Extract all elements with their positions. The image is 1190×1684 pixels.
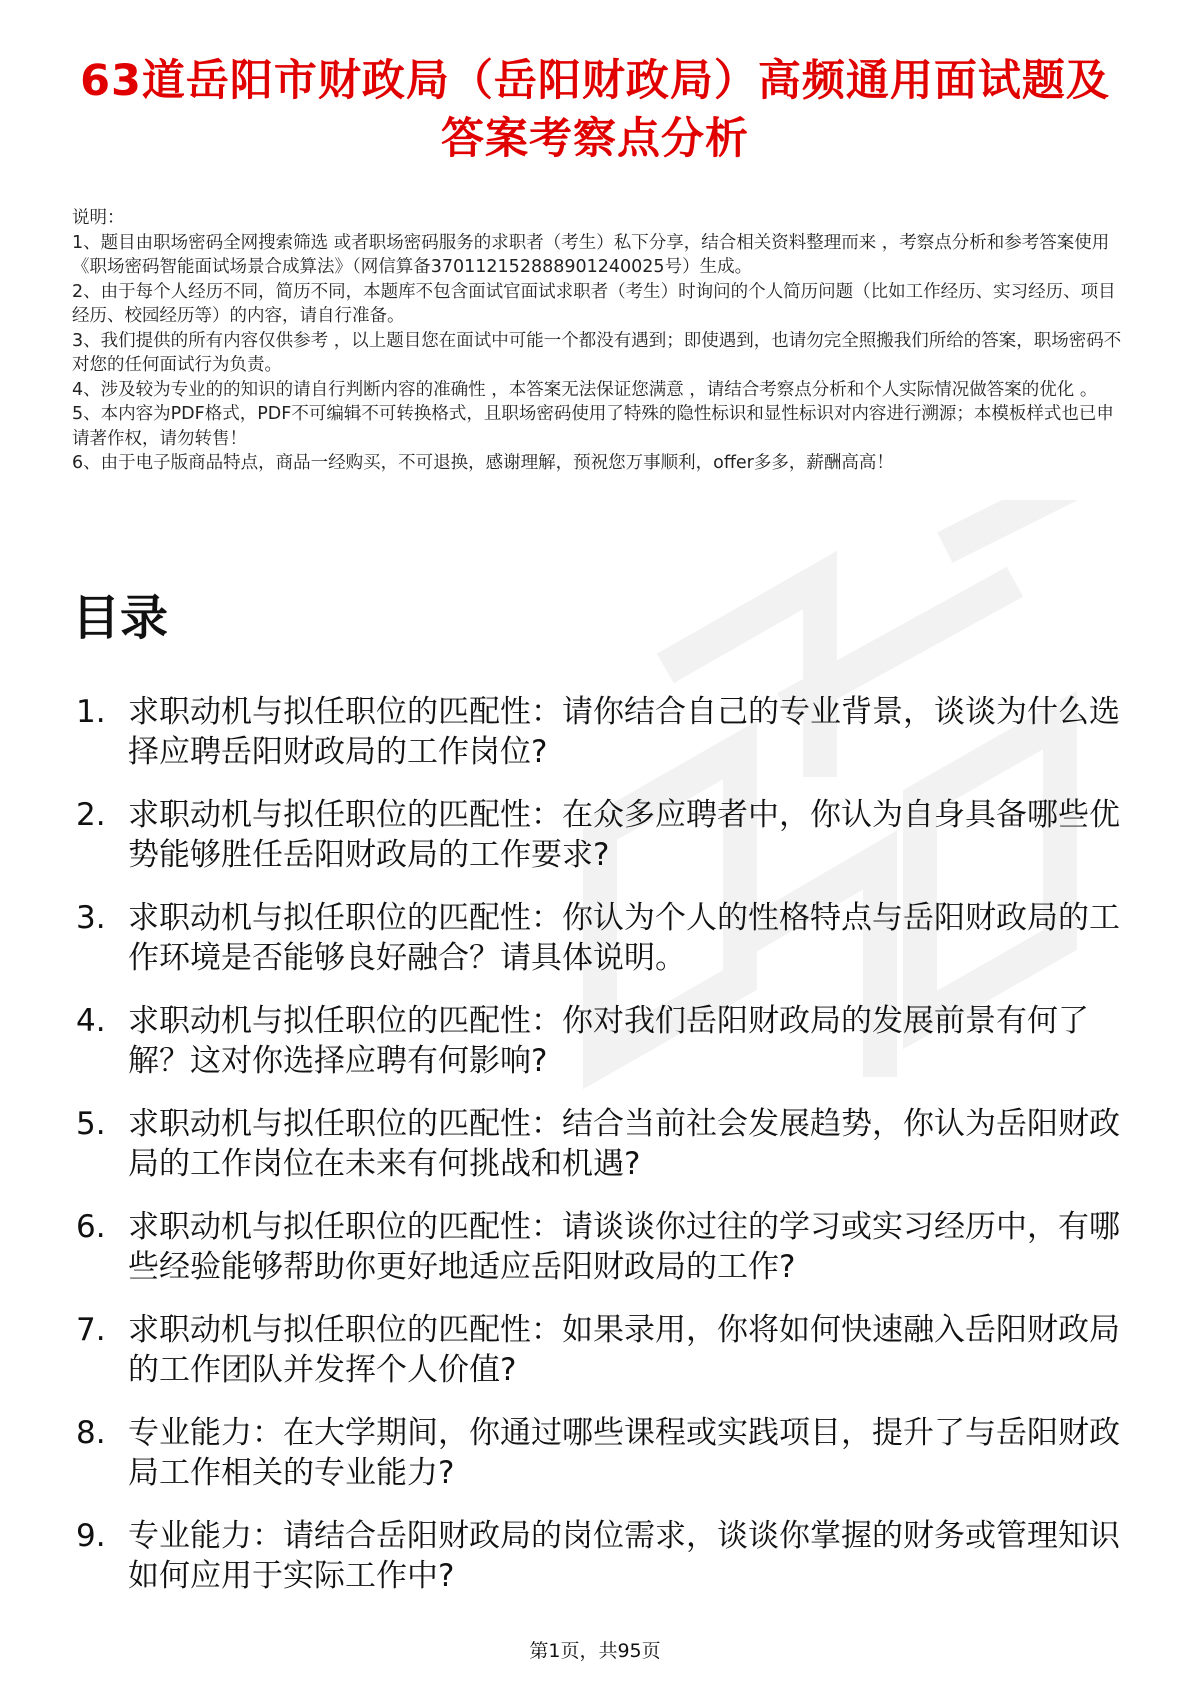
toc-item-text: 专业能力：在大学期间，你通过哪些课程或实践项目，提升了与岳阳财政局工作相关的专业能力? — [128, 1415, 1120, 1491]
notes-item: 6、由于电子版商品特点，商品一经购买，不可退换，感谢理解，预祝您万事顺利，offer多多，薪酬高高！ — [72, 453, 894, 473]
notes-item: 4、涉及较为专业的的知识的请自行判断内容的准确性 ，本答案无法保证您满意 ，请结合考察点分析和个人实际情况做答案的优化 。 — [72, 379, 1098, 400]
toc-item[interactable] — [72, 1413, 1122, 1493]
toc-item-number: 2. — [76, 797, 106, 833]
toc-item-text: 求职动机与拟任职位的匹配性：结合当前社会发展趋势，你认为岳阳财政局的工作岗位在未来有何挑战和机遇? — [128, 1106, 1120, 1182]
toc-item-text: 求职动机与拟任职位的匹配性：请谈谈你过往的学习或实习经历中，有哪些经验能够帮助你更好地适应岳阳财政局的工作? — [128, 1209, 1120, 1285]
toc-item[interactable] — [72, 1310, 1122, 1390]
document-title: 63道岳阳市财政局（岳阳财政局）高频通用面试题及答案考察点分析 — [80, 56, 1110, 164]
toc-item-number: 3. — [76, 900, 106, 936]
toc-item[interactable] — [72, 898, 1122, 978]
toc-list — [72, 692, 1122, 1619]
notes-item: 3、我们提供的所有内容仅供参考 ，以上题目您在面试中可能一个都没有遇到；即使遇到，也请勿完全照搬我们所给的答案，职场密码不对您的任何面试行为负责。 — [72, 330, 1122, 375]
toc-item-number: 9. — [76, 1518, 106, 1554]
toc-item-text: 专业能力：请结合岳阳财政局的岗位需求，谈谈你掌握的财务或管理知识如何应用于实际工作中? — [128, 1518, 1120, 1594]
toc-item-number: 8. — [76, 1415, 106, 1451]
toc-item-text: 求职动机与拟任职位的匹配性：如果录用，你将如何快速融入岳阳财政局的工作团队并发挥个人价值? — [128, 1312, 1120, 1388]
disclaimer-notes — [72, 206, 1122, 476]
notes-item: 2、由于每个人经历不同，简历不同，本题库不包含面试官面试求职者（考生）时询问的个人简历问题（比如工作经历、实习经历、项目经历、校园经历等）的内容，请自行准备。 — [72, 281, 1116, 326]
toc-item[interactable] — [72, 1516, 1122, 1596]
toc-item-number: 7. — [76, 1312, 106, 1348]
toc-item-number: 6. — [76, 1209, 106, 1245]
toc-item-text: 求职动机与拟任职位的匹配性：在众多应聘者中，你认为自身具备哪些优势能够胜任岳阳财政局的工作要求? — [128, 797, 1120, 873]
toc-item[interactable] — [72, 1104, 1122, 1184]
toc-item[interactable] — [72, 795, 1122, 875]
page-footer: 第1页，共95页 — [529, 1640, 661, 1662]
notes-heading: 说明： — [72, 208, 125, 228]
notes-item: 1、题目由职场密码全网搜索筛选 或者职场密码服务的求职者（考生）私下分享，结合相关资料整理而来 ，考察点分析和参考答案使用《职场密码智能面试场景合成算法》（网信算备370112152888901240025号）生成。 — [72, 232, 1110, 277]
toc-item[interactable] — [72, 1001, 1122, 1081]
toc-item-text: 求职动机与拟任职位的匹配性：请你结合自己的专业背景，谈谈为什么选择应聘岳阳财政局的工作岗位? — [128, 694, 1120, 770]
toc-heading: 目录 — [72, 590, 169, 646]
toc-item-number: 5. — [76, 1106, 106, 1142]
notes-item: 5、本内容为PDF格式，PDF不可编辑不可转换格式，且职场密码使用了特殊的隐性标识和显性标识对内容进行溯源；本模板样式也已申请著作权，请勿转售！ — [72, 404, 1114, 449]
toc-item-text: 求职动机与拟任职位的匹配性：你认为个人的性格特点与岳阳财政局的工作环境是否能够良好融合？请具体说明。 — [128, 900, 1120, 976]
toc-item[interactable] — [72, 1207, 1122, 1287]
toc-item[interactable] — [72, 692, 1122, 772]
toc-item-number: 1. — [76, 694, 106, 730]
toc-item-number: 4. — [76, 1003, 106, 1039]
toc-item-text: 求职动机与拟任职位的匹配性：你对我们岳阳财政局的发展前景有何了解？这对你选择应聘有何影响? — [128, 1003, 1089, 1079]
